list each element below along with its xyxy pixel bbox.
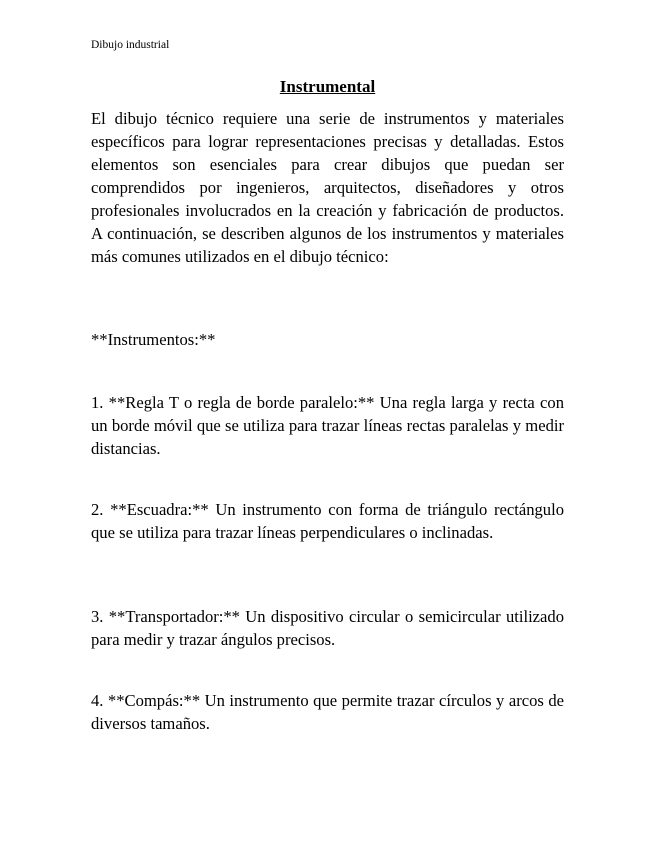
page-title: Instrumental — [279, 77, 376, 96]
list-item: 3. **Transportador:** Un dispositivo circular o semicircular utilizado para medir y trazar ángulos precisos. — [91, 607, 564, 649]
section-heading: **Instrumentos:** — [91, 330, 216, 349]
running-header: Dibujo industrial — [91, 39, 170, 51]
list-item: 1. **Regla T o regla de borde paralelo:** Una regla larga y recta con un borde móvil que se utiliza para trazar líneas rectas paralelas y medir distancias. — [91, 393, 564, 458]
list-item: 2. **Escuadra:** Un instrumento con forma de triángulo rectángulo que se utiliza para trazar líneas perpendiculares o inclinadas. — [91, 500, 564, 542]
list-item: 4. **Compás:** Un instrumento que permite trazar círculos y arcos de diversos tamaños. — [91, 691, 564, 733]
intro-paragraph: El dibujo técnico requiere una serie de instrumentos y materiales específicos para lograr representaciones precisas y detalladas. Estos elementos son esenciales para crear dibujos que puedan ser comprendidos por ingenieros, arquitectos, diseñadores y otros profesionales involucrados en la creación y fabricación de productos. A continuación, se describen algunos de los instrumentos y materiales más comunes utilizados en el dibujo técnico: — [91, 109, 564, 266]
